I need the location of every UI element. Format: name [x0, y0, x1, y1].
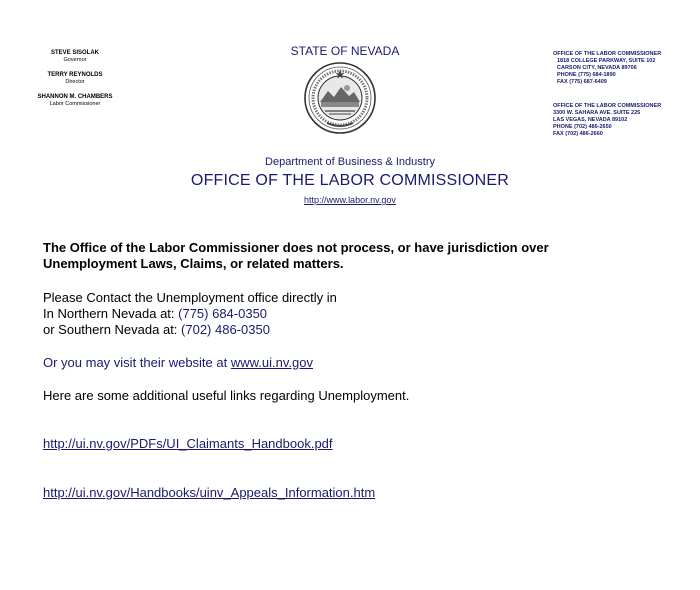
office-heading: OFFICE OF THE LABOR COMMISSIONER: [553, 103, 662, 109]
contact-intro: Please Contact the Unemployment office directly in: [43, 290, 337, 305]
ui-website-link[interactable]: www.ui.nv.gov: [230, 355, 313, 370]
official-name: SHANNON M. CHAMBERS: [37, 94, 113, 100]
contact-south-phone: (702) 486-0350: [181, 322, 270, 337]
department-name: Department of Business & Industry: [265, 156, 435, 168]
office-address-line: LAS VEGAS, NEVADA 89102: [553, 117, 628, 123]
office-phone: PHONE (775) 684-1890: [557, 72, 616, 78]
contact-south-label: or Southern Nevada at:: [43, 322, 182, 337]
office-address-line: CARSON CITY, NEVADA 89706: [557, 65, 637, 71]
office-phone: PHONE (702) 486-2650: [553, 124, 612, 130]
official-director: [0, 72, 150, 86]
office-address-line: 1818 COLLEGE PARKWAY, SUITE 102: [557, 58, 656, 64]
visit-prefix: Or you may visit their website at: [43, 355, 231, 370]
state-title: STATE OF NEVADA: [290, 44, 400, 58]
contact-info: [43, 290, 663, 338]
officials-list: [0, 50, 150, 116]
appeals-information-link[interactable]: http://ui.nv.gov/Handbooks/uinv_Appeals_Information.htm: [43, 485, 376, 500]
contact-north: [43, 306, 663, 322]
visit-website-line: [43, 355, 663, 370]
notice-line: Unemployment Laws, Claims, or related matters.: [43, 256, 344, 271]
office-south-address: [553, 103, 698, 138]
jurisdiction-notice: [43, 240, 663, 272]
official-governor: [0, 50, 150, 64]
contact-north-label: In Northern Nevada at:: [43, 306, 179, 321]
claimants-handbook-link[interactable]: http://ui.nv.gov/PDFs/UI_Claimants_Handbook.pdf: [43, 436, 333, 451]
office-address-line: 3300 W. SAHARA AVE. SUITE 225: [553, 110, 641, 116]
official-title: Labor Commissioner: [49, 101, 101, 107]
notice-line: The Office of the Labor Commissioner does not process, or have jurisdiction over: [43, 240, 549, 255]
office-fax: FAX (775) 687-6409: [557, 79, 607, 85]
contact-north-phone: (775) 684-0350: [178, 306, 268, 321]
labor-website-link[interactable]: http://www.labor.nv.gov: [304, 195, 396, 205]
official-title: Director: [65, 79, 85, 85]
official-name: STEVE SISOLAK: [50, 50, 99, 56]
office-heading: OFFICE OF THE LABOR COMMISSIONER: [553, 51, 662, 57]
additional-links-text: Here are some additional useful links regarding Unemployment.: [43, 388, 410, 403]
official-name: TERRY REYNOLDS: [47, 72, 103, 78]
contact-south: [43, 322, 663, 338]
official-labor-commissioner: [0, 94, 150, 108]
office-title: OFFICE OF THE LABOR COMMISSIONER: [190, 172, 510, 189]
office-fax: FAX (702) 486-2660: [553, 131, 603, 137]
nevada-seal-icon: [303, 61, 377, 135]
office-north-address: [553, 51, 698, 86]
official-title: Governor: [63, 57, 87, 63]
